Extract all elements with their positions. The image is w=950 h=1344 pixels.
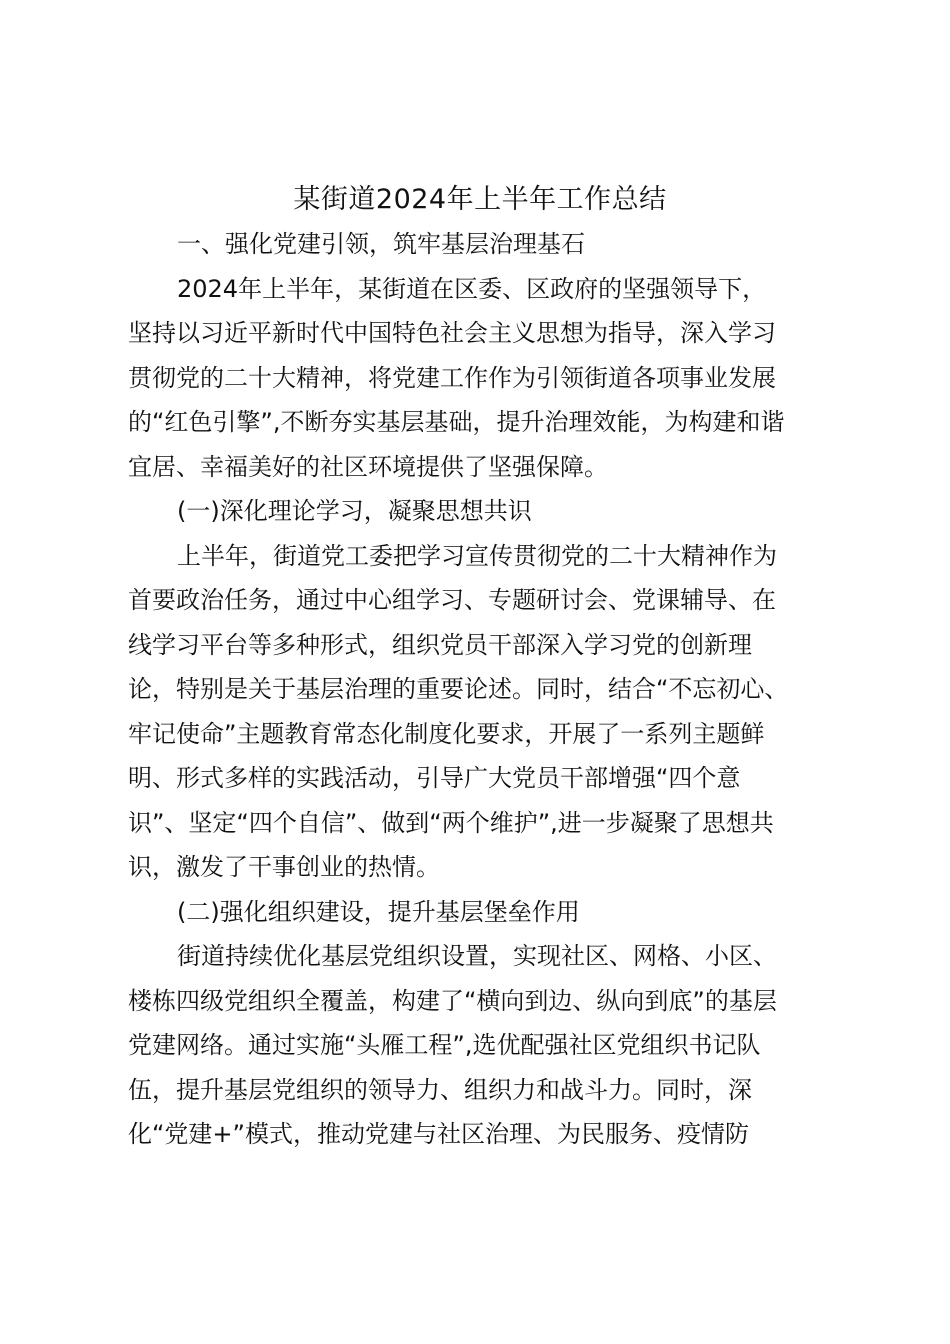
- text-line: 上半年，街道党工委把学习宣传贯彻党的二十大精神作为: [177, 541, 777, 570]
- text-line: 党建网络。通过实施“头雁工程”,选优配强社区党组织书记队: [128, 1031, 761, 1059]
- text-line: 坚持以习近平新时代中国特色社会主义思想为指导，深入学习: [128, 319, 776, 347]
- text-line: 楼栋四级党组织全覆盖，构建了“横向到边、纵向到底”的基层: [128, 986, 777, 1015]
- text-line: 一、强化党建引领，筑牢基层治理基石: [177, 230, 585, 258]
- text-line: 贯彻党的二十大精神，将党建工作作为引领街道各项事业发展: [128, 363, 776, 392]
- text-line: 识”、坚定“四个自信”、做到“两个维护”,进一步凝聚了思想共: [128, 808, 774, 837]
- text-line: (二)强化组织建设，提升基层堡垒作用: [177, 897, 580, 926]
- document-body: [128, 222, 828, 1157]
- text-line: 明、形式多样的实践活动，引导广大党员干部增强“四个意: [128, 764, 741, 792]
- text-line: 线学习平台等多种形式，组织党员干部深入学习党的创新理: [128, 630, 752, 659]
- text-line: 论，特别是关于基层治理的重要论述。同时，结合“不忘初心、: [128, 675, 789, 703]
- text-line: 伍，提升基层党组织的领导力、组织力和战斗力。同时，深: [128, 1075, 752, 1104]
- document-title: 某街道2024年上半年工作总结: [293, 184, 667, 215]
- text-line: 化“党建+”模式，推动党建与社区治理、为民服务、疫情防: [128, 1120, 749, 1148]
- text-line: 宜居、幸福美好的社区环境提供了坚强保障。: [128, 452, 608, 481]
- text-line: 识，激发了干事创业的热情。: [128, 853, 440, 881]
- text-line: 首要政治任务，通过中心组学习、专题研讨会、党课辅导、在: [128, 586, 776, 614]
- text-line: 2024年上半年，某街道在区委、区政府的坚强领导下，: [177, 274, 767, 303]
- text-line: 街道持续优化基层党组织设置，实现社区、网格、小区、: [177, 942, 777, 970]
- text-line: 牢记使命”主题教育常态化制度化要求，开展了一系列主题鲜: [128, 719, 765, 748]
- text-line: (一)深化理论学习，凝聚思想共识: [177, 497, 532, 525]
- text-line: 的“红色引擎”,不断夯实基层基础，提升治理效能，为构建和谐: [128, 408, 785, 436]
